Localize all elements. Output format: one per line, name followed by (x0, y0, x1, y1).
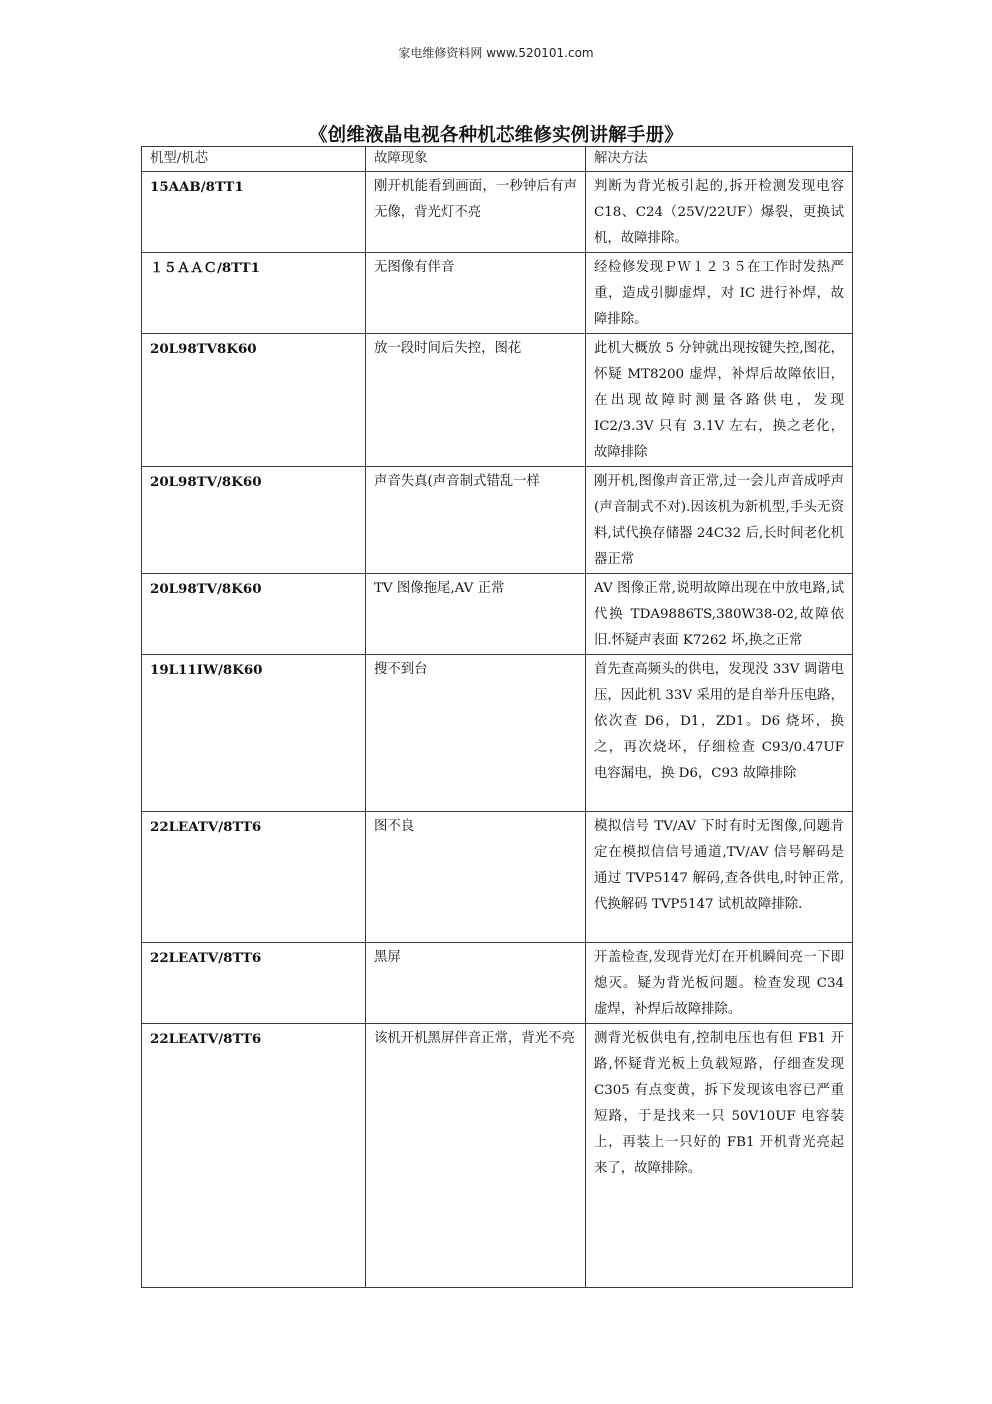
model-cell: 20L98TV8K60 (142, 334, 366, 467)
column-header-solution: 解决方法 (586, 147, 853, 172)
solution-cell: 测背光板供电有,控制电压也有但 FB1 开路,怀疑背光板上负载短路，仔细查发现 C305 有点变黄，拆下发现该电容已严重短路，于是找来一只 50V10UF 电容装上，再装上一只好的 FB1 开机背光亮起来了，故障排除。 (586, 1024, 853, 1288)
solution-cell: 经检修发现ＰＷ１２３５在工作时发热严重，造成引脚虚焊，对 IC 进行补焊，故障排除。 (586, 253, 853, 334)
model-cell: 15AAB/8TT1 (142, 172, 366, 253)
table-row (142, 334, 853, 467)
symptom-cell: 声音失真(声音制式错乱一样 (366, 467, 586, 574)
table-row (142, 655, 853, 812)
table-row (142, 467, 853, 574)
solution-cell: 开盖检查,发现背光灯在开机瞬间亮一下即熄灭。疑为背光板问题。检查发现 C34 虚焊，补焊后故障排除。 (586, 943, 853, 1024)
symptom-cell: 放一段时间后失控，图花 (366, 334, 586, 467)
table-header-row (142, 147, 853, 172)
table-row (142, 943, 853, 1024)
document-title: 《创维液晶电视各种机芯维修实例讲解手册》 (308, 125, 683, 146)
table-row (142, 253, 853, 334)
model-cell: 19L11IW/8K60 (142, 655, 366, 812)
table-row (142, 172, 853, 253)
solution-cell: 刚开机,图像声音正常,过一会儿声音成呼声(声音制式不对).因该机为新机型,手头无资料,试代换存储器 24C32 后,长时间老化机器正常 (586, 467, 853, 574)
model-cell: 22LEATV/8TT6 (142, 812, 366, 943)
solution-cell: 首先查高频头的供电，发现没 33V 调谐电压，因此机 33V 采用的是自举升压电路，依次查 D6，D1，ZD1。D6 烧坏，换之，再次烧坏，仔细检查 C93/0.47UF 电容漏电，换 D6，C93 故障排除 (586, 655, 853, 812)
solution-cell: 判断为背光板引起的,拆开检测发现电容 C18、C24（25V/22UF）爆裂，更换试机，故障排除。 (586, 172, 853, 253)
table-row (142, 574, 853, 655)
model-cell: 22LEATV/8TT6 (142, 943, 366, 1024)
model-cell: 22LEATV/8TT6 (142, 1024, 366, 1288)
table-row (142, 1024, 853, 1288)
symptom-cell: 搜不到台 (366, 655, 586, 812)
symptom-cell: TV 图像拖尾,AV 正常 (366, 574, 586, 655)
model-cell: １５ＡＡＣ/8TT1 (142, 253, 366, 334)
solution-cell: 此机大概放 5 分钟就出现按键失控,图花，怀疑 MT8200 虚焊，补焊后故障依旧，在出现故障时测量各路供电，发现 IC2/3.3V 只有 3.1V 左右，换之老化，故障排除 (586, 334, 853, 467)
model-cell: 20L98TV/8K60 (142, 574, 366, 655)
table-row (142, 812, 853, 943)
symptom-cell: 该机开机黑屏伴音正常，背光不亮 (366, 1024, 586, 1288)
site-header: 家电维修资料网 www.520101.com (398, 46, 594, 60)
column-header-symptom: 故障现象 (366, 147, 586, 172)
symptom-cell: 图不良 (366, 812, 586, 943)
solution-cell: AV 图像正常,说明故障出现在中放电路,试代换 TDA9886TS,380W38-02,故障依旧.怀疑声表面 K7262 坏,换之正常 (586, 574, 853, 655)
repair-case-table (141, 146, 853, 1288)
model-cell: 20L98TV/8K60 (142, 467, 366, 574)
symptom-cell: 刚开机能看到画面，一秒钟后有声无像，背光灯不亮 (366, 172, 586, 253)
symptom-cell: 黑屏 (366, 943, 586, 1024)
column-header-model: 机型/机芯 (142, 147, 366, 172)
symptom-cell: 无图像有伴音 (366, 253, 586, 334)
solution-cell: 模拟信号 TV/AV 下时有时无图像,问题肯定在模拟信信号通道,TV/AV 信号解码是通过 TVP5147 解码,查各供电,时钟正常,代换解码 TVP5147 试机故障排除. (586, 812, 853, 943)
